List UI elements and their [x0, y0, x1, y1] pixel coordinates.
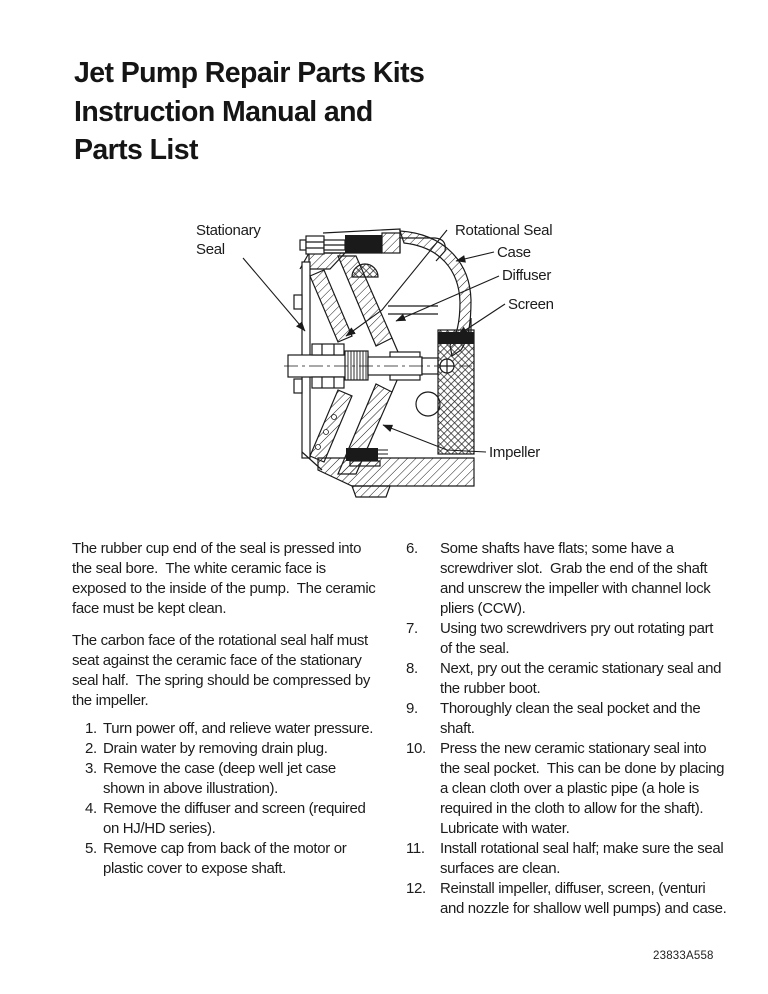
cavity-bore — [416, 392, 440, 416]
step-number: 10. — [406, 740, 426, 757]
step-number: 12. — [406, 880, 426, 897]
left-column — [72, 539, 381, 879]
step-text: Remove the diffuser and screen (required on HJ/HD series). — [103, 800, 370, 837]
upper-strut — [310, 270, 352, 342]
step-12 — [406, 879, 728, 919]
step-text: Remove cap from back of the motor or plastic cover to expose shaft. — [103, 840, 351, 877]
step-number: 9. — [406, 700, 418, 717]
base-slab — [318, 448, 474, 497]
step-text: Reinstall impeller, diffuser, screen, (venturi and nozzle for shallow well pumps) and case. — [440, 880, 727, 917]
step-number: 6. — [406, 540, 418, 557]
step-text: Turn power off, and relieve water pressure. — [103, 720, 374, 737]
step-3 — [85, 759, 381, 799]
step-text: Some shafts have flats; some have a screwdriver slot. Grab the end of the shaft and unscrew the impeller with channel lock pliers (CCW). — [440, 540, 715, 617]
step-number: 8. — [406, 660, 418, 677]
pump-body — [284, 229, 474, 497]
title-line-3: Parts List — [74, 134, 198, 166]
step-4 — [85, 799, 381, 839]
step-number: 11. — [406, 840, 425, 857]
paragraph-carbon-face: The carbon face of the rotational seal half must seat against the ceramic face of the stationary seal half. The spring should be compressed by the impeller. — [72, 632, 374, 709]
leader-diffuser — [396, 276, 499, 321]
label-impeller: Impeller — [489, 444, 540, 461]
step-text: Remove the case (deep well jet case shown in above illustration). — [103, 760, 340, 797]
label-case: Case — [497, 244, 531, 261]
step-text: Using two screwdrivers pry out rotating part of the seal. — [440, 620, 717, 657]
paragraph-seal-bore: The rubber cup end of the seal is pressed into the seal bore. The white ceramic face is exposed to the inside of the pump. The ceramic face must be kept clean. — [72, 540, 380, 617]
bolt-assembly — [300, 233, 400, 254]
title-line-2: Instruction Manual and — [74, 95, 373, 128]
step-text: Drain water by removing drain plug. — [103, 740, 328, 757]
step-9 — [406, 699, 728, 739]
pump-cross-section-drawing — [230, 218, 530, 515]
step-number: 2. — [85, 740, 97, 757]
label-diffuser: Diffuser — [502, 267, 552, 284]
step-11 — [406, 839, 728, 879]
step-number: 1. — [85, 720, 97, 737]
page-title — [74, 54, 424, 170]
steps-1-5 — [85, 719, 381, 879]
leader-case — [456, 252, 494, 261]
step-5 — [85, 839, 381, 879]
step-2 — [85, 739, 381, 759]
step-text: Install rotational seal half; make sure the seal surfaces are clean. — [440, 840, 728, 877]
step-number: 7. — [406, 620, 418, 637]
label-rotational-seal: Rotational Seal — [455, 222, 553, 239]
step-text: Thoroughly clean the seal pocket and the shaft. — [440, 700, 705, 737]
right-column — [406, 539, 728, 919]
step-number: 5. — [85, 840, 97, 857]
step-1 — [85, 719, 381, 739]
label-screen: Screen — [508, 296, 554, 313]
screen-block — [438, 330, 474, 454]
step-text: Press the new ceramic stationary seal into the seal pocket. This can be done by placing a clean cloth over a plastic pipe (a hole is required in the cloth to allow for the shaft). Lubricate with water. — [440, 740, 728, 837]
title-line-1: Jet Pump Repair Parts Kits — [74, 57, 425, 89]
step-6 — [406, 539, 728, 619]
step-7 — [406, 619, 728, 659]
step-number: 3. — [85, 760, 97, 777]
label-stationary-seal: Stationary Seal — [196, 222, 261, 258]
step-10 — [406, 739, 728, 839]
document-number: 23833A558 — [653, 950, 714, 962]
lower-strut — [310, 390, 352, 462]
step-number: 4. — [85, 800, 97, 817]
step-8 — [406, 659, 728, 699]
step-text: Next, pry out the ceramic stationary seal and the rubber boot. — [440, 660, 725, 697]
steps-6-12 — [406, 539, 728, 919]
